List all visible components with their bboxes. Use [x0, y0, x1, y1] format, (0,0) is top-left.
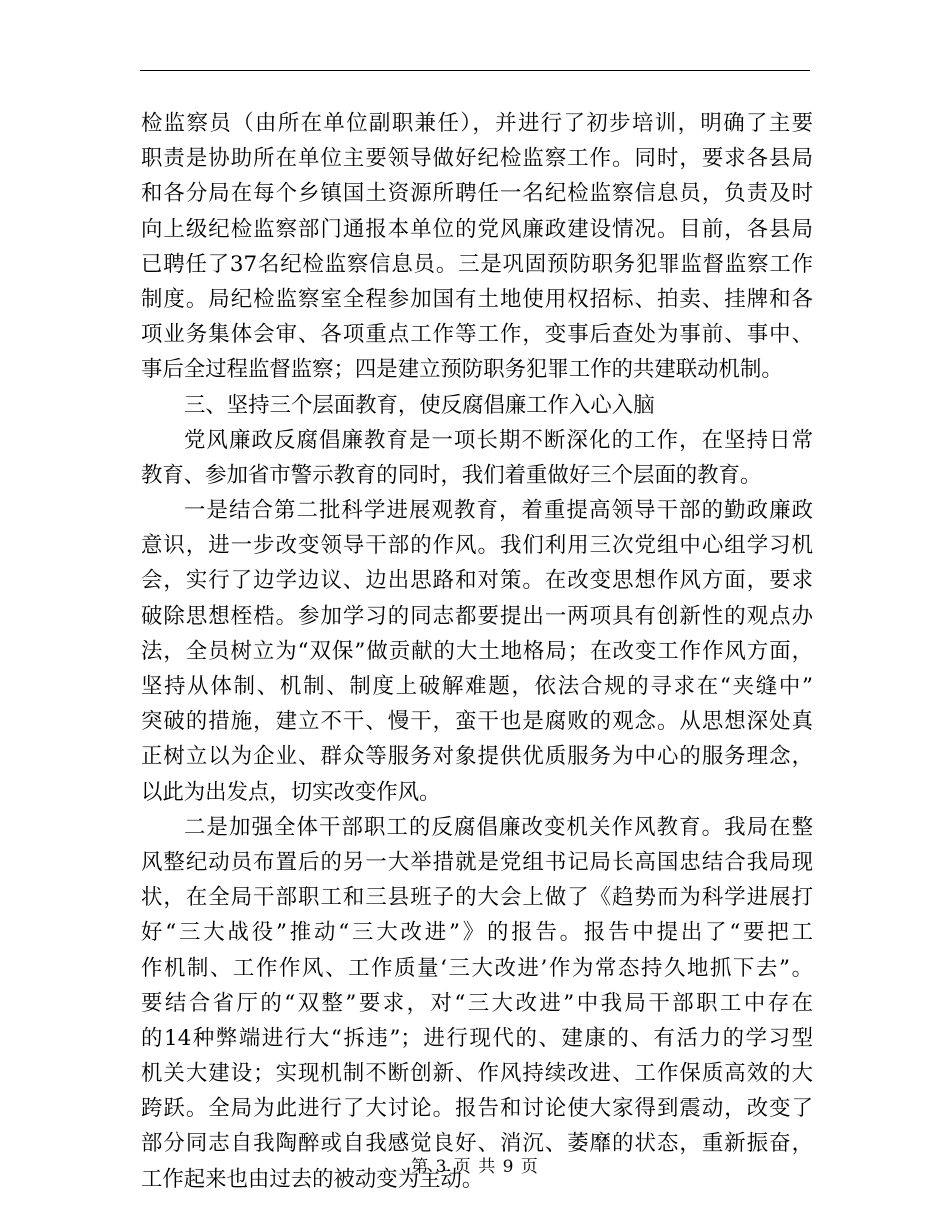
text-line: 党风廉政反腐倡廉教育是一项长期不断深化的工作，在坚持日常: [184, 427, 813, 453]
text-line: 事后全过程监督监察；四是建立预防职务犯罪工作的共建联动机制。: [141, 357, 783, 383]
text-line: 破除思想桎梏。参加学习的同志都要提出一两项具有创新性的观点办: [141, 603, 813, 629]
text-line: 向上级纪检监察部门通报本单位的党风廉政建设情况。目前，各县局: [141, 216, 813, 242]
text-line: 部分同志自我陶醉或自我感觉良好、消沉、萎靡的状态，重新振奋，: [141, 1131, 813, 1157]
text-line: 三、坚持三个层面教育，使反腐倡廉工作入心入脑: [184, 392, 655, 418]
text-line: 以此为出发点，切实改变作风。: [141, 779, 441, 805]
text-line: 检监察员（由所在单位副职兼任），并进行了初步培训，明确了主要: [141, 111, 813, 136]
text-line: 法，全员树立为“双保”做贡献的大土地格局；在改变工作作风方面，: [141, 638, 813, 664]
text-line: 二是加强全体干部职工的反腐倡廉改变机关作风教育。我局在整: [184, 814, 813, 840]
text-line: 正树立以为企业、群众等服务对象提供优质服务为中心的服务理念，: [141, 744, 813, 770]
header-rule: [140, 70, 810, 71]
text-line: 教育、参加省市警示教育的同时，我们着重做好三个层面的教育。: [141, 462, 762, 488]
text-line: 意识，进一步改变领导干部的作风。我们利用三次党组中心组学习机: [141, 533, 813, 559]
text-line: 坚持从体制、机制、制度上破解难题，依法合规的寻求在“夹缝中”: [141, 674, 813, 699]
text-line: 和各分局在每个乡镇国土资源所聘任一名纪检监察信息员，负责及时: [141, 181, 813, 207]
text-line: 职责是协助所在单位主要领导做好纪检监察工作。同时，要求各县局: [141, 146, 813, 172]
text-line: 一是结合第二批科学进展观教育，着重提高领导干部的勤政廉政: [184, 498, 813, 524]
text-line: 作机制、工作作风、工作质量‘三大改进’作为常态持久地抓下去”。: [141, 955, 813, 981]
text-line: 工作起来也由过去的被动变为主动。: [141, 1166, 484, 1192]
text-line: 的14种弊端进行大“拆违”；进行现代的、建康的、有活力的学习型: [141, 1025, 813, 1051]
text-line: 已聘任了37名纪检监察信息员。三是巩固预防职务犯罪监督监察工作: [141, 251, 813, 277]
text-line: 制度。局纪检监察室全程参加国有土地使用权招标、拍卖、挂牌和各: [141, 286, 813, 312]
text-line: 机关大建设；实现机制不断创新、作风持续改进、工作保质高效的大: [141, 1061, 813, 1087]
document-body: [141, 106, 813, 1197]
text-line: 会，实行了边学边议、边出思路和对策。在改变思想作风方面，要求: [141, 568, 813, 594]
text-line: 状，在全局干部职工和三县班子的大会上做了《趋势而为科学进展打: [141, 885, 813, 911]
text-line: 项业务集体会审、各项重点工作等工作，变事后查处为事前、事中、: [141, 322, 813, 348]
text-line: 要结合省厅的“双整”要求，对“三大改进”中我局干部职工中存在: [141, 990, 813, 1016]
text-line: 跨跃。全局为此进行了大讨论。报告和讨论使大家得到震动，改变了: [141, 1096, 813, 1122]
text-line: 突破的措施，建立不干、慢干，蛮干也是腐败的观念。从思想深处真: [141, 709, 813, 735]
page-number-footer: 第 3 页 共 9 页: [411, 1157, 539, 1177]
text-line: 风整纪动员布置后的另一大举措就是党组书记局长高国忠结合我局现: [141, 849, 813, 875]
text-line: 好“三大战役”推动“三大改进”》的报告。报告中提出了“要把工: [141, 920, 813, 946]
